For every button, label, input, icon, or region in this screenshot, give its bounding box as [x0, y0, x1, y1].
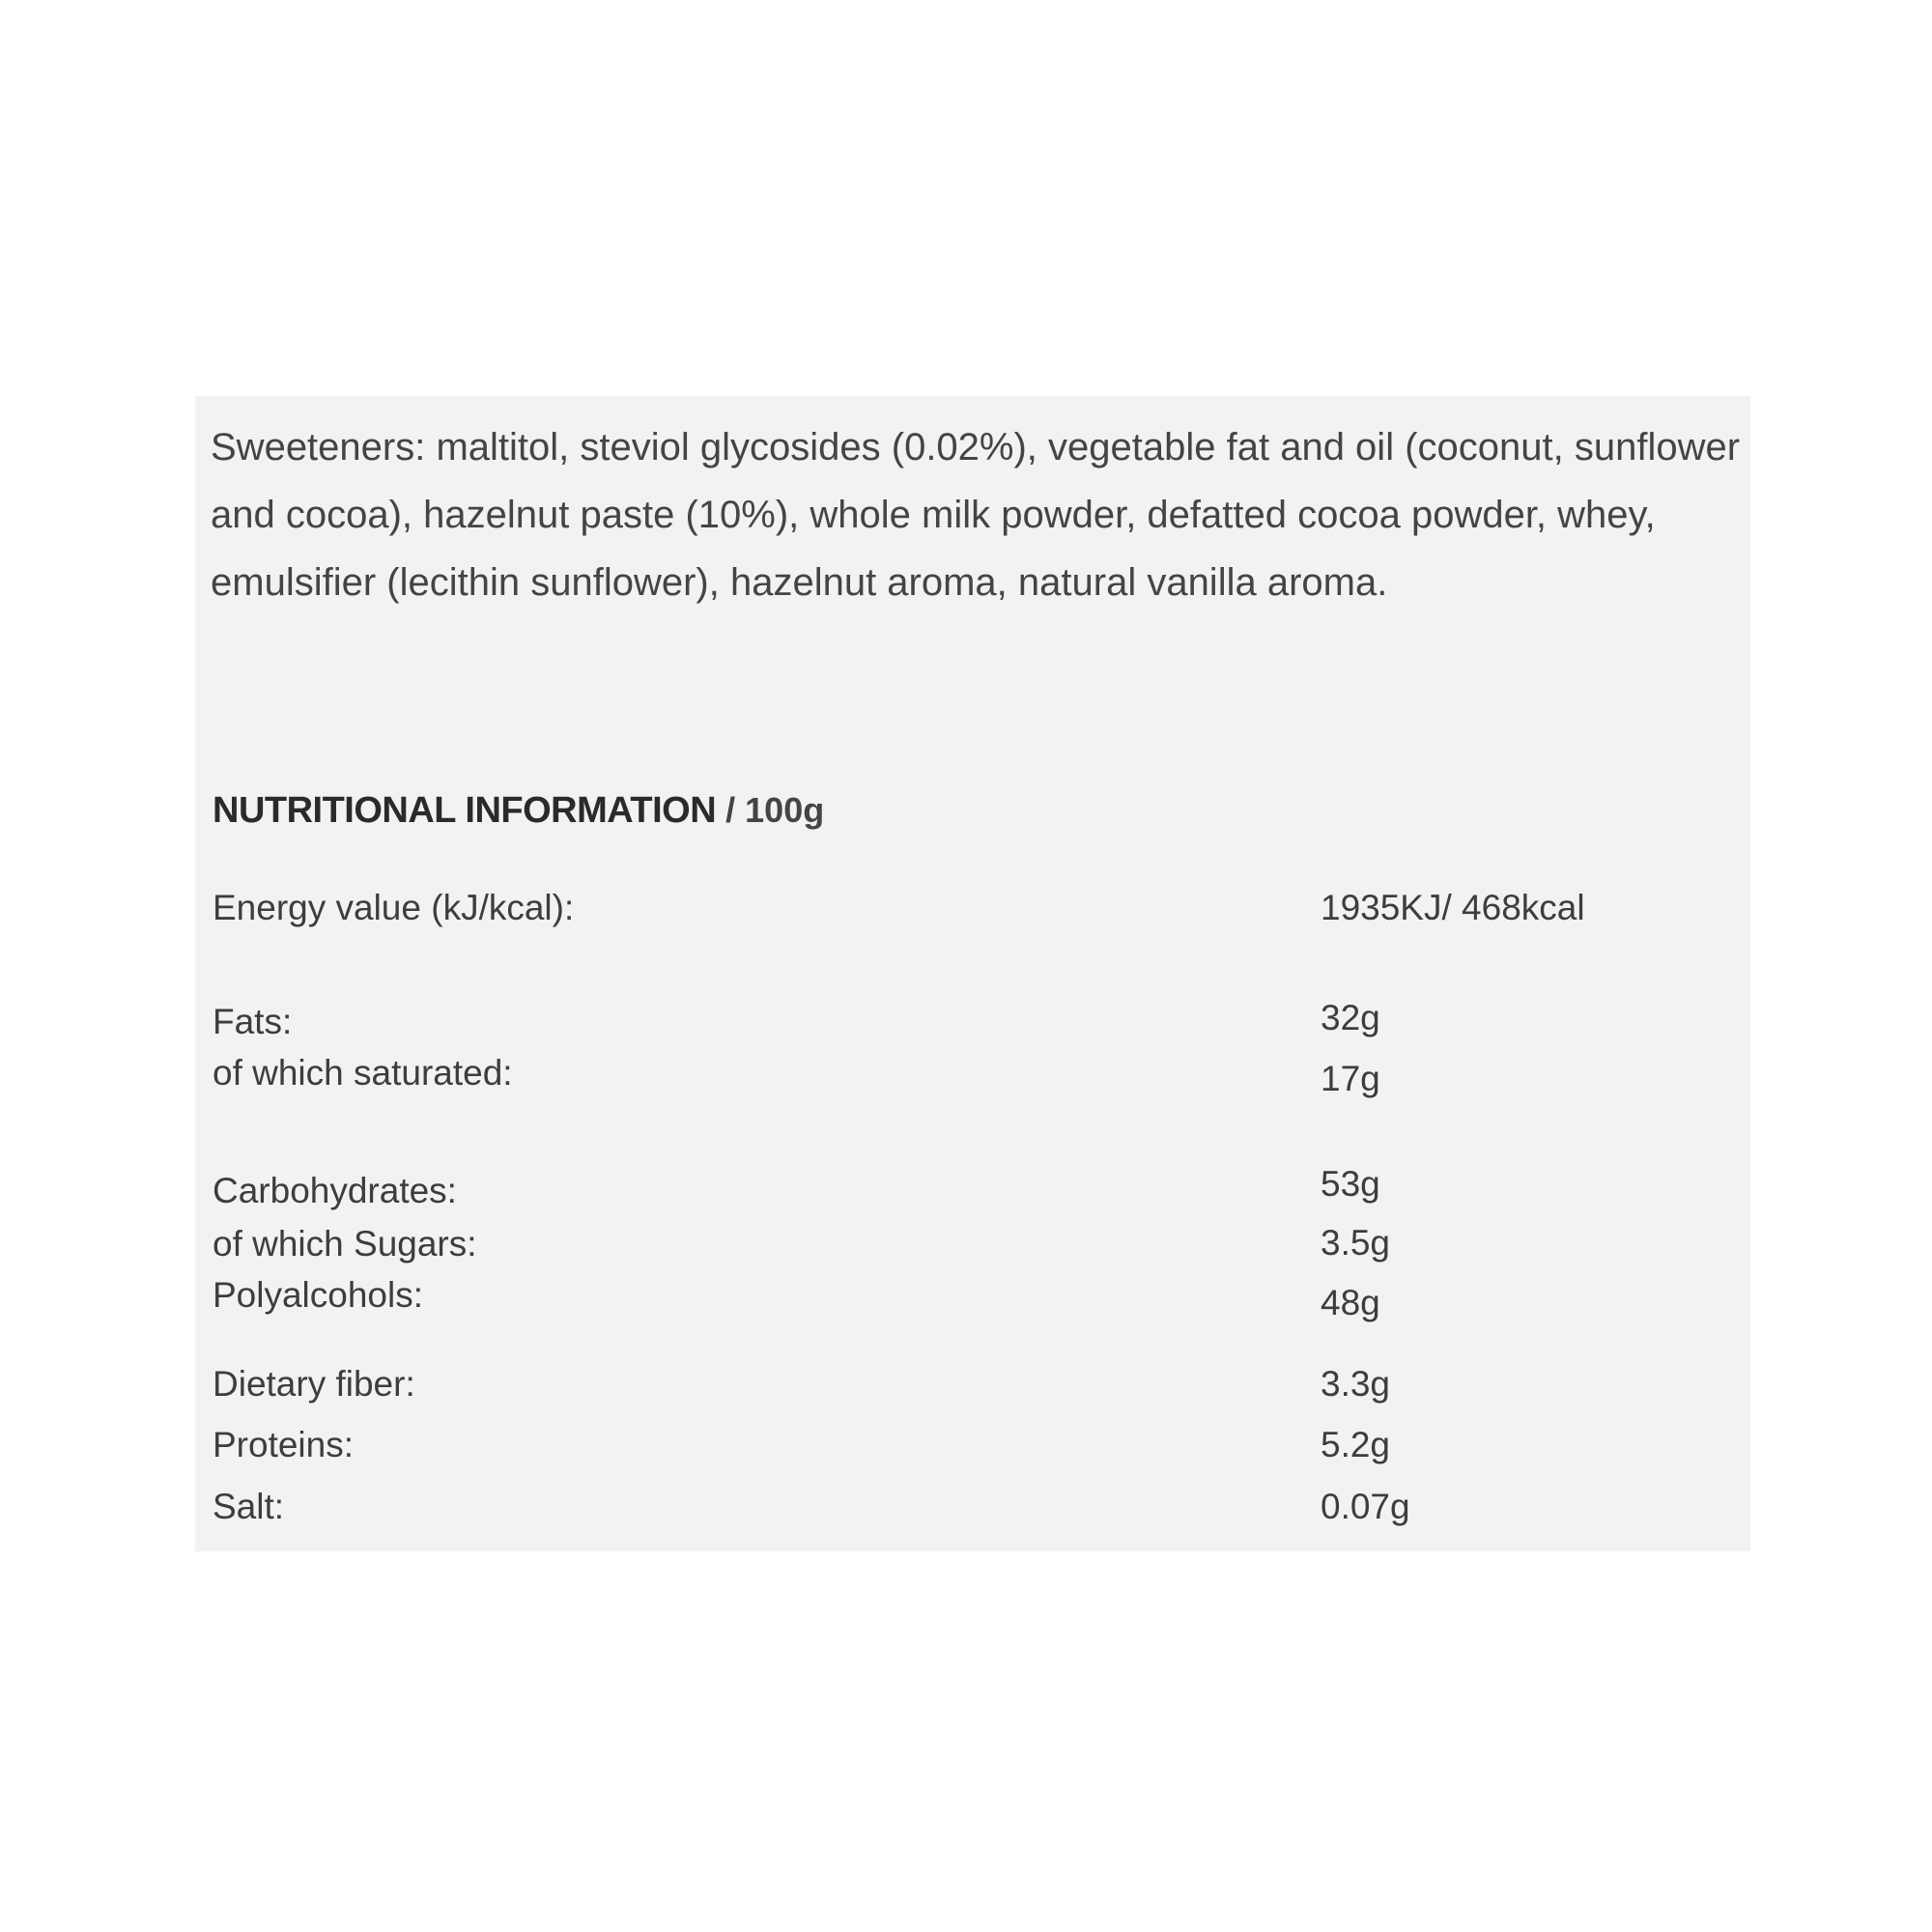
dietary-fiber-value: 3.3g — [1321, 1364, 1391, 1404]
saturated-label: of which saturated: — [213, 1053, 513, 1093]
ingredients-text: Sweeteners: maltitol, steviol glycosides (0.02%), vegetable fat and oil (coconut, sunflower and cocoa), hazelnut paste (10%), whole milk powder, defatted cocoa powder, whey, emulsifier (lecithin sunflower), hazelnut aroma, natural vanilla aroma. — [211, 426, 1741, 604]
polyalcohols-label: Polyalcohols: — [213, 1275, 424, 1315]
dietary-fiber-label: Dietary fiber: — [213, 1364, 415, 1404]
fats-label: Fats: — [213, 1002, 293, 1041]
nutrition-heading-unit: / 100g — [716, 790, 825, 830]
energy-label: Energy value (kJ/kcal): — [213, 888, 575, 927]
proteins-value: 5.2g — [1321, 1425, 1391, 1464]
nutrition-heading-title: NUTRITIONAL INFORMATION — [213, 790, 717, 831]
polyalcohols-value: 48g — [1321, 1283, 1380, 1322]
fats-value: 32g — [1321, 998, 1380, 1037]
sugars-value: 3.5g — [1321, 1223, 1391, 1263]
salt-value: 0.07g — [1321, 1487, 1410, 1526]
energy-value: 1935KJ/ 468kcal — [1321, 888, 1585, 927]
sugars-label: of which Sugars: — [213, 1224, 477, 1264]
proteins-label: Proteins: — [213, 1425, 355, 1464]
saturated-value: 17g — [1321, 1059, 1380, 1098]
product-info-panel — [195, 396, 1750, 1551]
carbohydrates-value: 53g — [1321, 1164, 1380, 1204]
salt-label: Salt: — [213, 1487, 285, 1526]
nutrition-heading — [213, 790, 824, 832]
carbohydrates-label: Carbohydrates: — [213, 1171, 457, 1210]
